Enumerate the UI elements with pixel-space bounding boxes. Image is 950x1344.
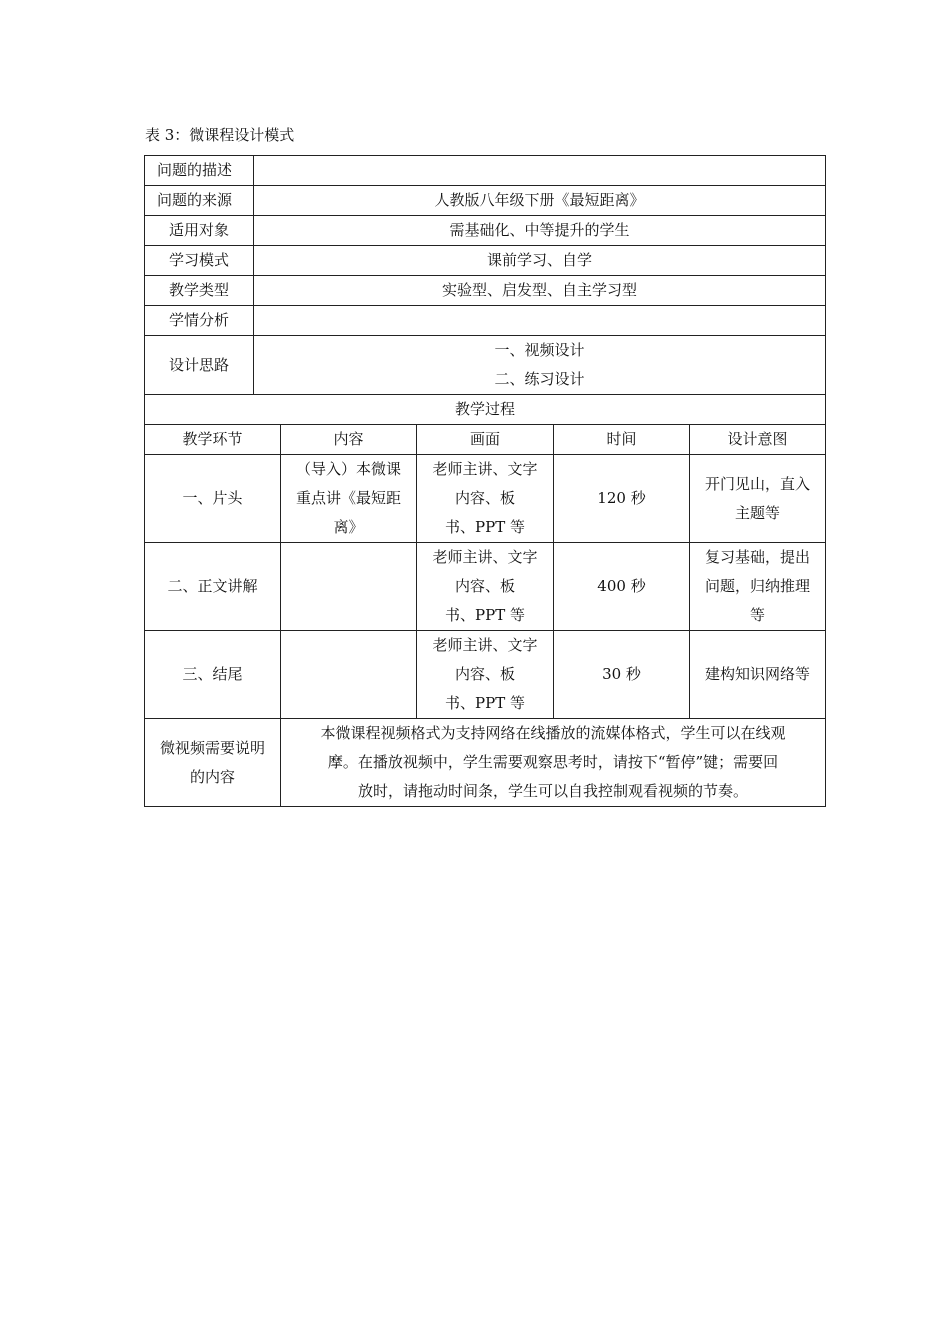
info-row: [145, 306, 826, 336]
stage-visual-line: 内容、板: [454, 665, 515, 683]
note-label-line: 的内容: [189, 767, 235, 786]
stage-intent-line: 主题等: [735, 503, 781, 522]
stage-content: [281, 455, 417, 543]
column-header: 画面: [417, 425, 554, 455]
design-row: [145, 336, 826, 395]
info-value: 需基础化、中等提升的学生: [254, 216, 826, 246]
stage-time: 400 秒: [554, 543, 690, 631]
stage-intent-line: 问题，归纳推理: [705, 577, 811, 595]
info-label: 教学类型: [145, 276, 254, 306]
note-line: 摩。在播放视频中，学生需要观察思考时，请按下“暂停”键；需要回: [327, 753, 779, 771]
stage-visual-line: 老师主讲、文字: [432, 460, 538, 478]
stage-row: [145, 631, 826, 719]
info-value: 人教版八年级下册《最短距离》: [254, 186, 826, 216]
info-label: 问题的来源: [145, 186, 254, 216]
stage-content: [281, 631, 417, 719]
info-row: [145, 276, 826, 306]
note-line: 放时，请拖动时间条，学生可以自我控制观看视频的节奏。: [358, 782, 749, 800]
info-label: 学情分析: [145, 306, 254, 336]
info-label: 问题的描述: [145, 156, 254, 186]
info-row: [145, 186, 826, 216]
column-header: 时间: [554, 425, 690, 455]
stage-content-line: （导入）本微课: [295, 460, 401, 478]
info-label: 学习模式: [145, 246, 254, 276]
note-label-line: 微视频需要说明: [159, 738, 265, 757]
stage-intent: [690, 455, 826, 543]
stage-visual-line: 老师主讲、文字: [432, 636, 538, 654]
design-line: 一、视频设计: [494, 341, 585, 359]
info-label: 适用对象: [145, 216, 254, 246]
stage-visual-line: 内容、板: [454, 577, 515, 595]
info-value: [254, 156, 826, 186]
stage-time: 30 秒: [554, 631, 690, 719]
column-header: 教学环节: [145, 425, 281, 455]
note-row: [145, 719, 826, 807]
stage-time: 120 秒: [554, 455, 690, 543]
stage-intent: [690, 543, 826, 631]
stage-visual: [417, 455, 554, 543]
info-value: [254, 306, 826, 336]
process-title: 教学过程: [145, 395, 826, 425]
stage-intent: [690, 631, 826, 719]
column-header-row: [145, 425, 826, 455]
table-caption: 表 3：微课程设计模式: [145, 126, 295, 144]
stage-content-line: 离》: [333, 518, 364, 536]
stage-name: 三、结尾: [145, 631, 281, 719]
stage-visual-line: 老师主讲、文字: [432, 548, 538, 566]
stage-intent-line: 建构知识网络等: [705, 665, 811, 683]
column-header: 设计意图: [690, 425, 826, 455]
design-lines: [254, 336, 826, 395]
stage-row: [145, 455, 826, 543]
info-row: [145, 216, 826, 246]
info-value: 课前学习、自学: [254, 246, 826, 276]
note-text: [281, 719, 826, 807]
stage-visual: [417, 631, 554, 719]
note-label: [145, 719, 281, 807]
info-row: [145, 156, 826, 186]
info-row: [145, 246, 826, 276]
stage-name: 一、片头: [145, 455, 281, 543]
info-value: 实验型、启发型、自主学习型: [254, 276, 826, 306]
stage-visual-line: 书、PPT 等: [445, 606, 525, 624]
stage-intent-line: 开门见山，直入: [705, 474, 811, 493]
micro-course-design-table: [144, 155, 826, 807]
stage-content-line: 重点讲《最短距: [295, 489, 401, 507]
stage-intent-line: 复习基础，提出: [705, 548, 811, 566]
stage-intent-line: 等: [750, 606, 766, 624]
stage-visual: [417, 543, 554, 631]
stage-visual-line: 内容、板: [454, 489, 515, 507]
stage-content: [281, 543, 417, 631]
stage-row: [145, 543, 826, 631]
note-line: 本微课程视频格式为支持网络在线播放的流媒体格式，学生可以在线观: [320, 724, 786, 742]
stage-visual-line: 书、PPT 等: [445, 518, 525, 536]
process-title-row: [145, 395, 826, 425]
stage-name: 二、正文讲解: [145, 543, 281, 631]
stage-visual-line: 书、PPT 等: [445, 694, 525, 712]
design-label: 设计思路: [145, 336, 254, 395]
column-header: 内容: [281, 425, 417, 455]
design-line: 二、练习设计: [494, 370, 585, 388]
